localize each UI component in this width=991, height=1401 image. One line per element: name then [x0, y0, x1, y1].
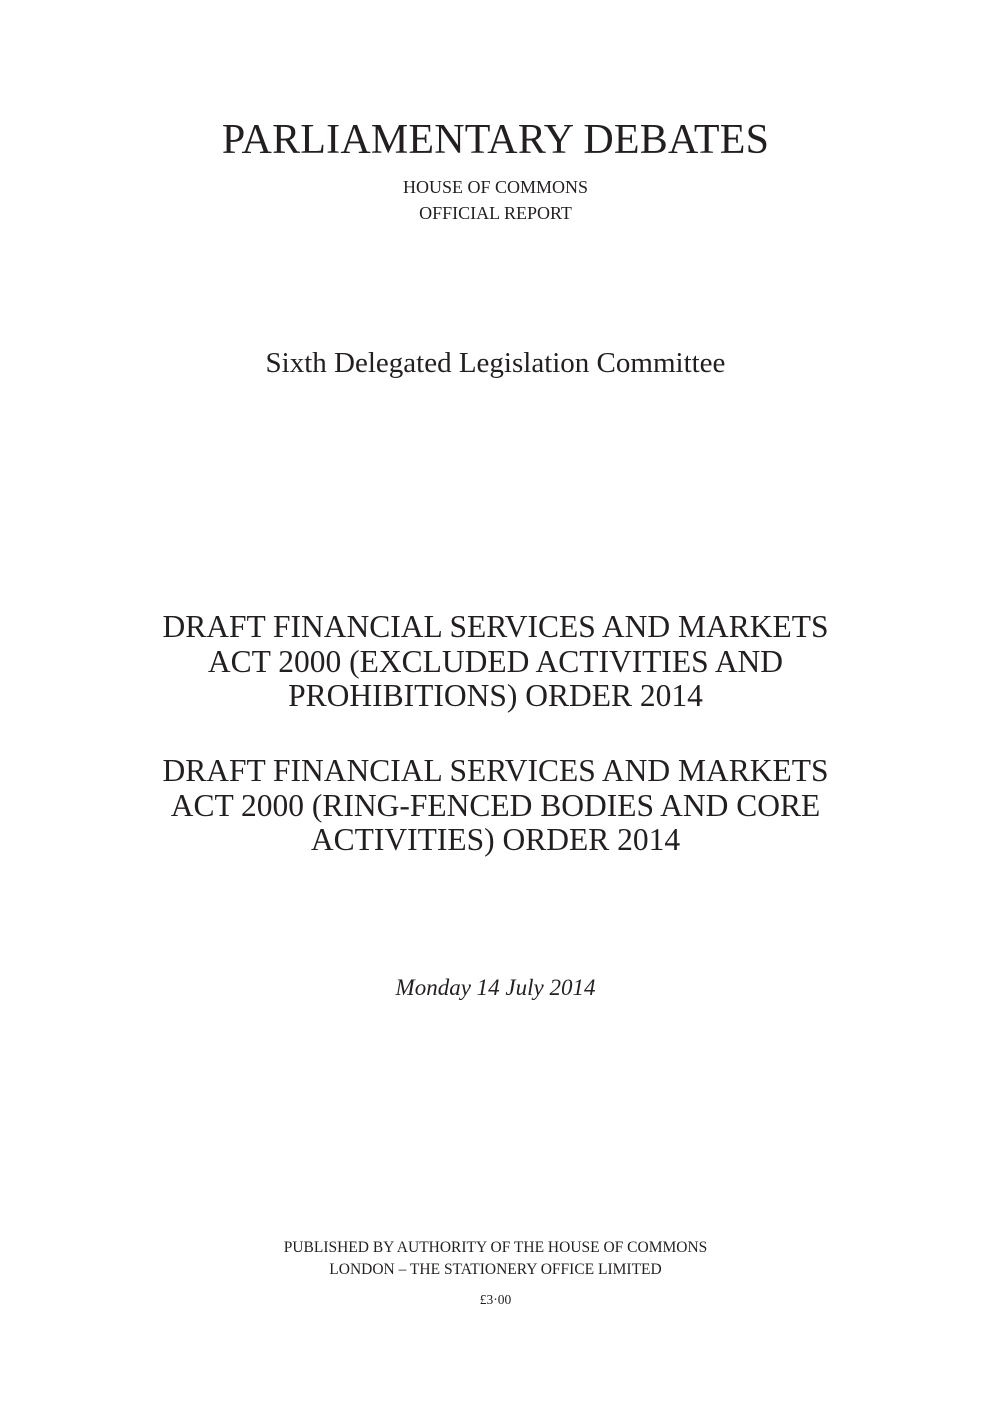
document-title: PARLIAMENTARY DEBATES [221, 117, 770, 163]
order-title-line: ACT 2000 (RING-FENCED BODIES AND CORE [170, 787, 821, 823]
order-title-excluded-activities [0, 610, 991, 714]
sitting-date: Monday 14 July 2014 [395, 975, 596, 1000]
order-title-line: DRAFT FINANCIAL SERVICES AND MARKETS [162, 753, 829, 788]
publication-authority: PUBLISHED BY AUTHORITY OF THE HOUSE OF COMMONS [283, 1239, 708, 1256]
committee-name: Sixth Delegated Legislation Committee [265, 347, 726, 379]
order-title-line: ACT 2000 (EXCLUDED ACTIVITIES AND [207, 643, 784, 679]
publisher-name: LONDON – THE STATIONERY OFFICE LIMITED [329, 1261, 662, 1278]
report-type: OFFICIAL REPORT [419, 203, 572, 223]
order-title-line: ACTIVITIES) ORDER 2014 [310, 822, 681, 857]
price-label: £3·00 [479, 1292, 512, 1307]
order-title-line: PROHIBITIONS) ORDER 2014 [288, 678, 703, 713]
order-title-line: DRAFT FINANCIAL SERVICES AND MARKETS [162, 609, 829, 644]
house-name: HOUSE OF COMMONS [402, 177, 589, 197]
order-title-ring-fenced-bodies [0, 754, 991, 858]
